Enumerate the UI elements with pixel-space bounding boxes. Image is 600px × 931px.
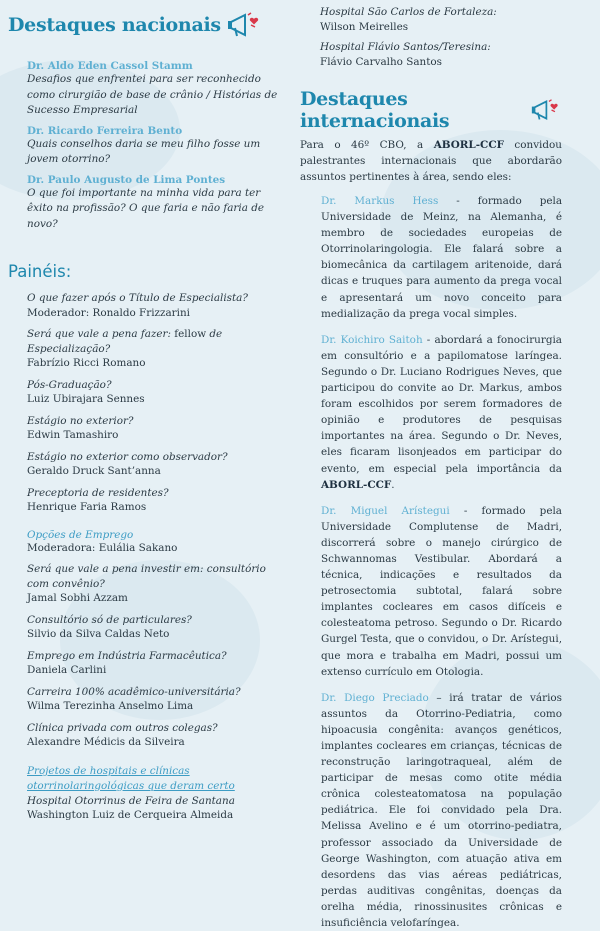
- panel-speaker: Wilson Meirelles: [320, 20, 409, 33]
- speaker-name: Dr. Aldo Eden Cassol Stamm: [27, 60, 193, 72]
- panel-group-emprego: [27, 529, 281, 556]
- panel-question: Hospital São Carlos de Fortaleza:: [320, 6, 497, 18]
- megaphone-heart-icon: [531, 95, 562, 125]
- panel-question: Será que vale a pena investir em: consultório com convênio?: [27, 563, 266, 590]
- list-item: [27, 486, 281, 515]
- panel-question: Estágio no exterior?: [27, 414, 134, 427]
- list-item: [27, 174, 279, 233]
- list-item: [27, 291, 281, 320]
- list-item: [27, 685, 281, 714]
- list-item: [27, 378, 281, 407]
- speaker-name: Dr. Ricardo Ferreira Bento: [27, 124, 183, 137]
- paineis-continued: [320, 5, 560, 69]
- talk-title: Quais conselhos daria se meu filho fosse um jovem otorrino?: [27, 137, 261, 165]
- destaques-nacionais-list: [27, 60, 279, 232]
- panel-question: Hospital Flávio Santos/Teresina:: [320, 41, 491, 53]
- panel-speaker: Flávio Carvalho Santos: [320, 55, 442, 68]
- paineis-title: Painéis:: [8, 262, 72, 281]
- speaker-name: Dr. Diego Preciado: [321, 691, 429, 704]
- panel-speaker: Moderador: Ronaldo Frizzarini: [27, 306, 190, 319]
- speaker-paragraph: Dr. Miguel Arístegui - formado pela Universidade Complutense de Madri, discorrerá sobre o manejo cirúrgico de Schwannomas Vestibular. Abordará a técnica, indicações e resultados da petrosectomia subtotal, falará sobre implantes cocleares em casos difíceis e colesteatoma petroso. Segundo o Dr. Ricardo Gurgel Testa, que o convidou, o Dr. Arístegui, que mora e trabalha em Madri, possui um extenso currículo em Otologia.: [321, 504, 562, 678]
- panel-question: Hospital Otorrinus de Feira de Santana: [27, 794, 235, 807]
- list-item: [27, 649, 281, 678]
- talk-title: Desafios que enfrentei para ser reconhecido como cirurgião de base de crânio / Histórias de Sucesso Empresarial: [27, 73, 278, 116]
- intro-paragraph: Para o 46º CBO, a ABORL-CCF convidou palestrantes internacionais que abordarão assuntos pertinentes à área, sendo eles:: [300, 139, 562, 184]
- panel-speaker: Silvio da Silva Caldas Neto: [27, 628, 170, 640]
- panel-question: O que fazer após o Título de Especialista?: [27, 292, 248, 304]
- list-item: [27, 613, 281, 642]
- panel-speaker: Luiz Ubirajara Sennes: [27, 393, 145, 405]
- speaker-name: Dr. Miguel Arístegui: [321, 504, 450, 517]
- panel-group-title: Opções de Emprego: [27, 528, 134, 541]
- panel-speaker: Daniela Carlini: [27, 664, 107, 676]
- panel-speaker: Jamal Sobhi Azzam: [27, 592, 128, 604]
- panel-group-title: Projetos de hospitais e clínicas otorrinolaringológicas que deram certo: [27, 764, 235, 792]
- panel-question: Será que vale a pena fazer: fellow de Especialização?: [27, 328, 223, 355]
- destaques-internacionais-title: Destaques internacionais: [300, 88, 450, 132]
- speaker-paragraph: Dr. Markus Hess - formado pela Universidade de Meinz, na Alemanha, é membro de sociedades europeias de Otorrinolaringologia. Ele falará sobre a biomecânica da cartilagem aritenoide, dará dicas e truques para aumento da prega vocal e apresentará um novo conceito para medialização da prega vocal simples.: [321, 195, 563, 320]
- speaker-name: Dr. Markus Hess: [321, 195, 439, 207]
- panel-question: Pós-Graduação?: [27, 378, 112, 391]
- panel-speaker: Fabrízio Ricci Romano: [27, 357, 146, 369]
- list-item: [27, 125, 279, 168]
- panel-question: Preceptoria de residentes?: [27, 486, 169, 499]
- list-item: [27, 414, 281, 443]
- destaques-internacionais-header: [300, 88, 562, 132]
- panel-question: Consultório só de particulares?: [27, 613, 192, 626]
- panel-moderator: Moderadora: Eulália Sakano: [27, 541, 178, 554]
- list-item: [27, 721, 281, 750]
- panel-speaker: Geraldo Druck Sant’anna: [27, 465, 161, 477]
- list-item: [27, 562, 281, 606]
- panel-speaker: Edwin Tamashiro: [27, 429, 119, 441]
- panel-speaker: Alexandre Médicis da Silveira: [27, 736, 185, 748]
- list-item: [27, 327, 281, 371]
- panel-speaker: Wilma Terezinha Anselmo Lima: [27, 700, 194, 712]
- destaques-nacionais-header: [8, 10, 263, 40]
- speaker-paragraph: Dr. Diego Preciado – irá tratar de vários assuntos da Otorrino-Pediatria, como hipoacusia congênita: avanços genéticos, implantes cocleares em crianças, técnicas de reconstrução laringotraqueal, além de participar de mesas como otite média crônica colesteatomatosa na população pediátrica. Ele foi convidado pela Dra. Melissa Avelino e é um otorrino-pediatra, professor associado da Universidade de George Washington, com atuação ativa em desordens das vias aéreas pediátricas, perdas auditivas congênitas, doenças da orelha média, rinossinusites crônicas e insuficiência velofaríngea.: [321, 691, 562, 930]
- panel-question: Carreira 100% acadêmico-universitária?: [27, 685, 241, 698]
- list-item: [27, 450, 281, 479]
- panel-question: Estágio no exterior como observador?: [27, 450, 228, 463]
- list-item: [27, 60, 279, 119]
- destaques-nacionais-title: Destaques nacionais: [8, 14, 221, 36]
- panel-speaker: Henrique Faria Ramos: [27, 501, 147, 513]
- panel-group-projetos: [27, 764, 281, 794]
- paineis-list: [27, 291, 281, 823]
- speaker-name: Dr. Koichiro Saitoh: [321, 333, 423, 346]
- megaphone-heart-icon: [227, 10, 263, 40]
- talk-title: O que foi importante na minha vida para ter êxito na profissão? O que faria e não faria de novo?: [27, 186, 265, 230]
- panel-speaker: Washington Luiz de Cerqueira Almeida: [27, 809, 234, 821]
- panel-question: Emprego em Indústria Farmacêutica?: [27, 649, 227, 662]
- speaker-paragraph: Dr. Koichiro Saitoh - abordará a fonocirurgia em consultório e a papilomatose laríngea. Segundo o Dr. Luciano Rodrigues Neves, que participou do convite ao Dr. Markus, ambos foram escolhidos por serem formadores de opinião e produtores de pesquisas importantes na área. Segundo o Dr. Neves, eles ficaram lisonjeados em participar do evento, em especial pela importância da ABORL-CCF.: [321, 333, 562, 491]
- international-speakers: [321, 193, 562, 931]
- speaker-name: Dr. Paulo Augusto de Lima Pontes: [27, 173, 226, 186]
- panel-question: Clínica privada com outros colegas?: [27, 721, 218, 734]
- list-item: [27, 794, 281, 823]
